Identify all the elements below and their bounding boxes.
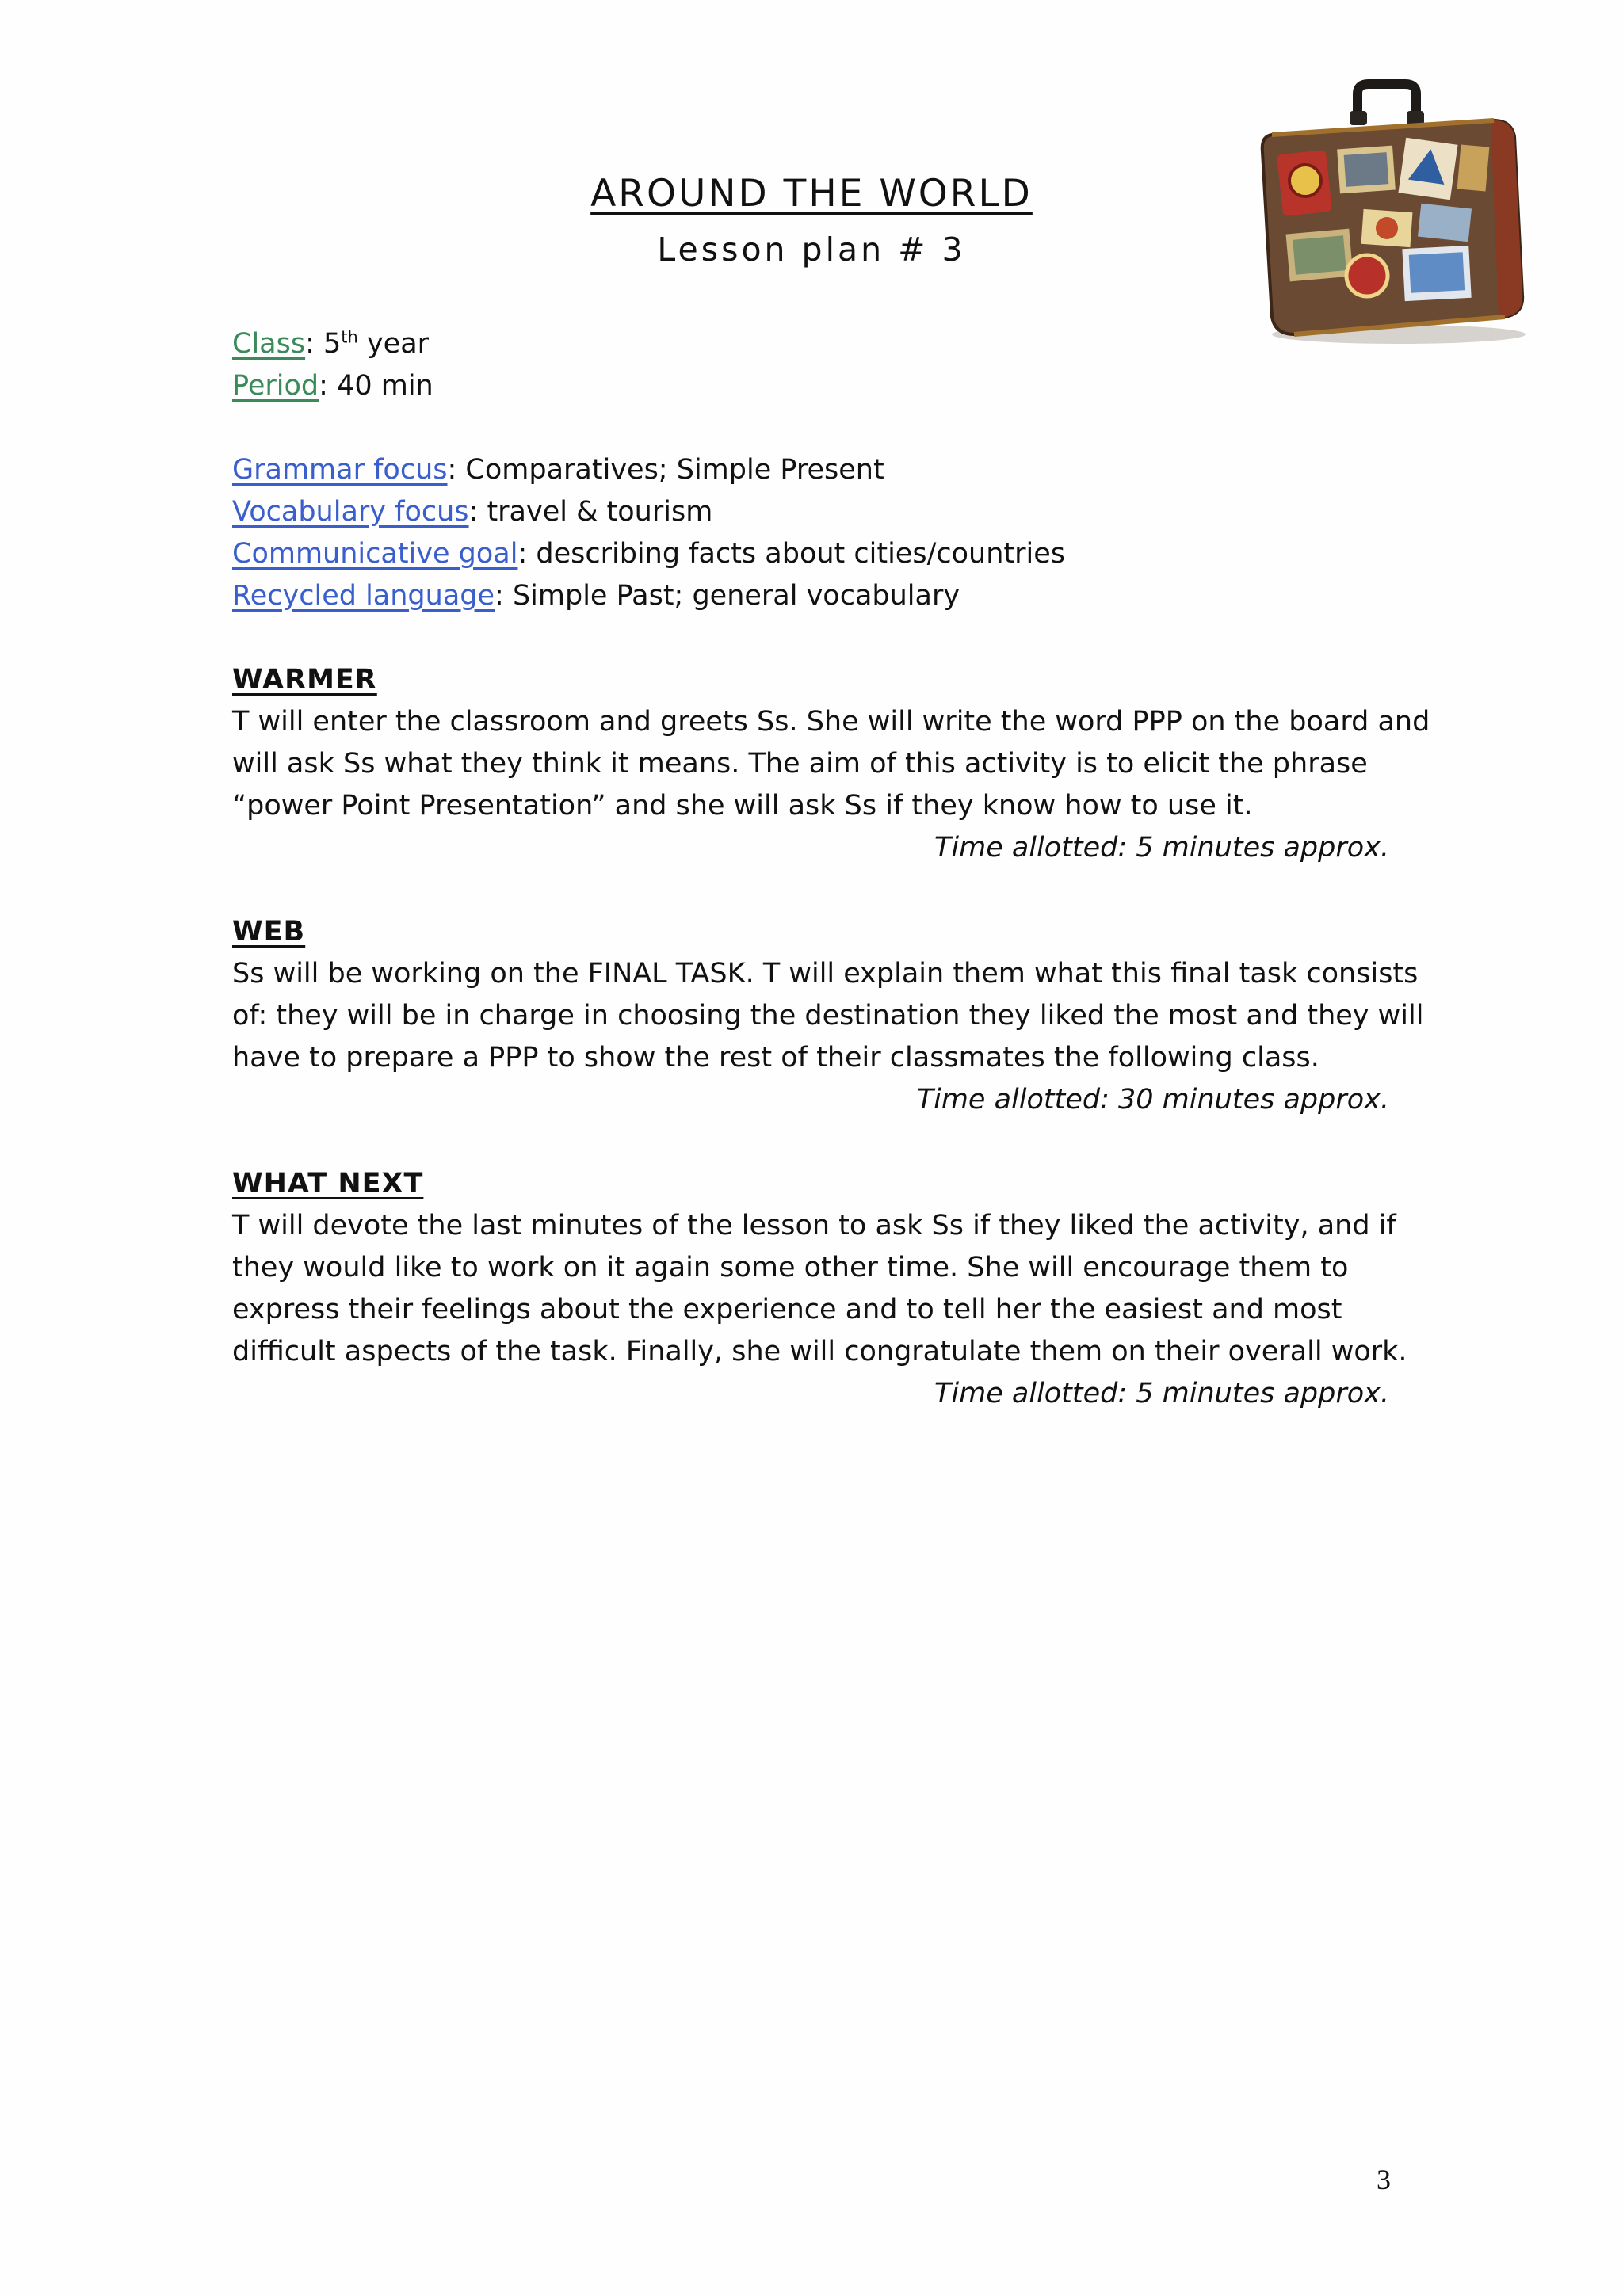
- class-label: Class: [232, 328, 306, 360]
- vocabulary-focus-label: Vocabulary focus: [232, 496, 469, 528]
- web-time-allotted: Time allotted: 30 minutes approx.: [916, 1084, 1389, 1116]
- warmer-time-allotted: Time allotted: 5 minutes approx.: [934, 832, 1389, 864]
- what-next-text-line: express their feelings about the experience and to tell her the easiest and most: [232, 1294, 1342, 1325]
- class-line: [232, 323, 1389, 365]
- class-ordinal: th: [341, 327, 358, 347]
- period-value: : 40 min: [319, 370, 433, 402]
- document-title: AROUND THE WORLD: [590, 172, 1033, 215]
- recycled-language-line: [232, 575, 1389, 617]
- vocabulary-focus-line: [232, 491, 1389, 533]
- what-next-text-line: difficult aspects of the task. Finally, she will congratulate them on their overall work.: [232, 1336, 1407, 1367]
- grammar-focus-label: Grammar focus: [232, 454, 448, 486]
- document-subtitle: Lesson plan # 3: [657, 231, 966, 269]
- page-number: 3: [1377, 2164, 1391, 2195]
- what-next-text-line: T will devote the last minutes of the lesson to ask Ss if they liked the activity, and if: [232, 1210, 1396, 1241]
- what-next-text-line: they would like to work on it again some other time. She will encourage them to: [232, 1252, 1349, 1283]
- grammar-focus-value: : Comparatives; Simple Present: [447, 454, 884, 486]
- what-next-time-allotted: Time allotted: 5 minutes approx.: [934, 1378, 1389, 1409]
- grammar-focus-line: [232, 449, 1389, 491]
- recycled-language-value: : Simple Past; general vocabulary: [495, 580, 960, 612]
- period-line: [232, 365, 1389, 407]
- warmer-text-line: “power Point Presentation” and she will ask Ss if they know how to use it.: [232, 790, 1253, 822]
- communicative-goal-line: [232, 533, 1389, 575]
- communicative-goal-label: Communicative goal: [232, 538, 518, 570]
- warmer-heading: WARMER: [232, 664, 377, 696]
- web-heading: WEB: [232, 916, 306, 948]
- class-value: : 5: [305, 328, 342, 360]
- web-text-line: Ss will be working on the FINAL TASK. T will explain them what this final task consists: [232, 958, 1419, 990]
- class-value-suffix: year: [357, 328, 430, 360]
- what-next-heading: WHAT NEXT: [232, 1168, 424, 1199]
- warmer-text-line: will ask Ss what they think it means. The aim of this activity is to elicit the phrase: [232, 748, 1368, 780]
- vocabulary-focus-value: : travel & tourism: [468, 496, 713, 528]
- recycled-language-label: Recycled language: [232, 580, 495, 612]
- lesson-content: [232, 323, 1430, 1415]
- period-label: Period: [232, 370, 319, 402]
- web-text-line: of: they will be in charge in choosing the destination they liked the most and they will: [232, 1000, 1424, 1032]
- suitcase-illustration: [1256, 79, 1529, 349]
- warmer-text-line: T will enter the classroom and greets Ss. She will write the word PPP on the board and: [232, 706, 1430, 738]
- communicative-goal-value: : describing facts about cities/countries: [517, 538, 1065, 570]
- web-text-line: have to prepare a PPP to show the rest of their classmates the following class.: [232, 1042, 1319, 1074]
